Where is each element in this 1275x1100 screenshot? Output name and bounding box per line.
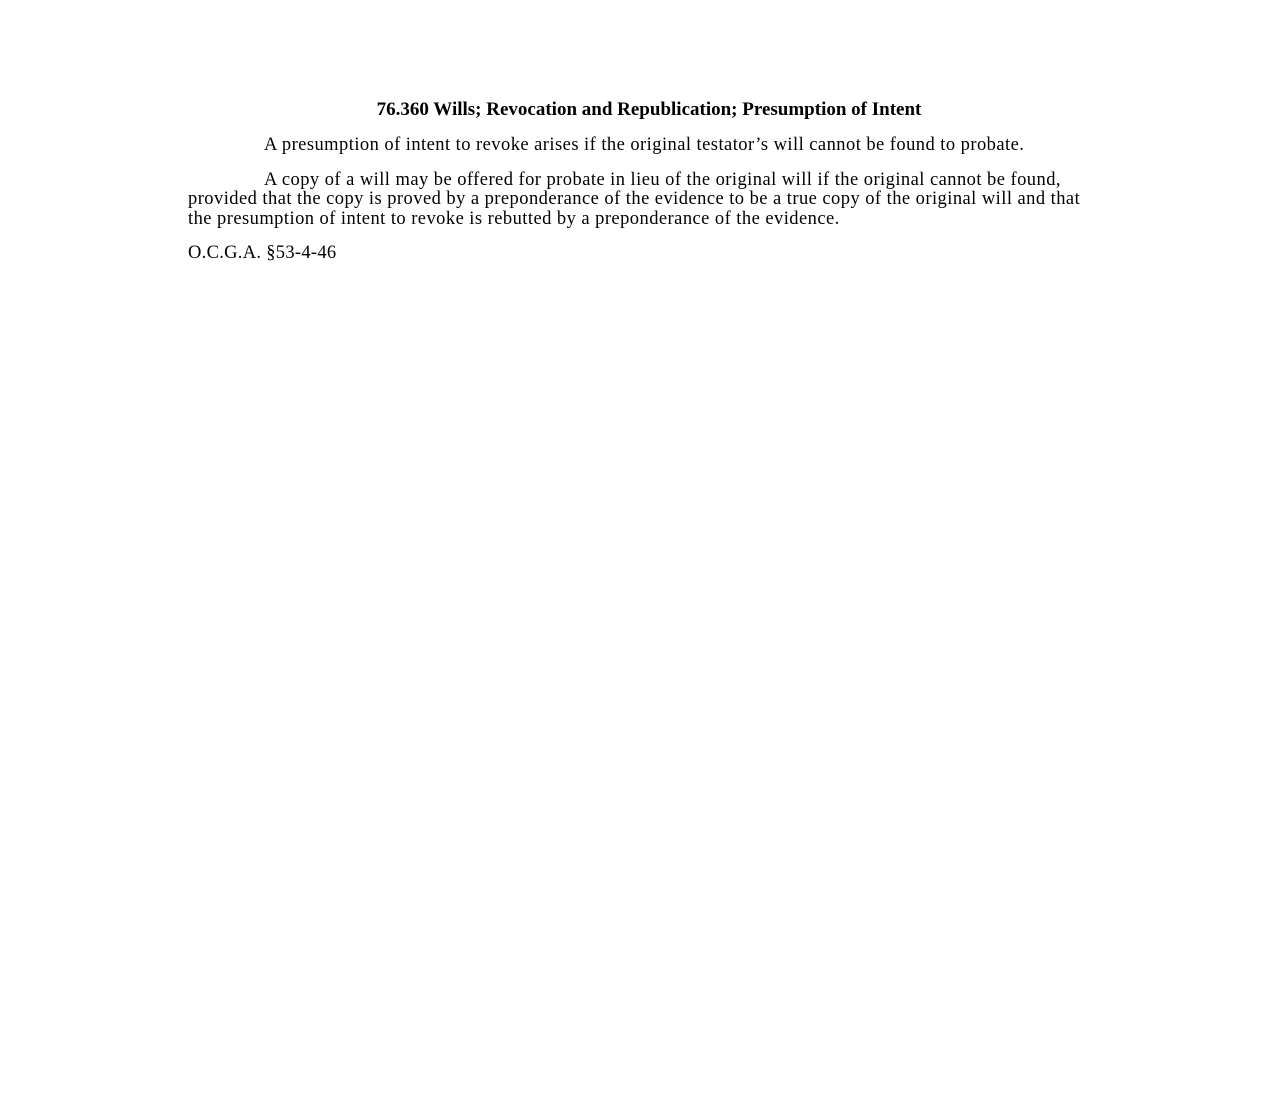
paragraph-copy-of-will: A copy of a will may be offered for probate in lieu of the original will if the original cannot be found, provided that the copy is proved by a preponderance of the evidence to be a true copy of the original will and that the presumption of intent to revoke is rebutted by a preponderance of the evidence. (188, 169, 1081, 229)
statute-citation: O.C.G.A. §53-4-46 (188, 243, 337, 263)
document-body (188, 98, 1088, 264)
document-title: 76.360 Wills; Revocation and Republication; Presumption of Intent (376, 99, 922, 120)
paragraph-presumption: A presumption of intent to revoke arises if the original testator’s will cannot be found to probate. (264, 135, 1025, 155)
